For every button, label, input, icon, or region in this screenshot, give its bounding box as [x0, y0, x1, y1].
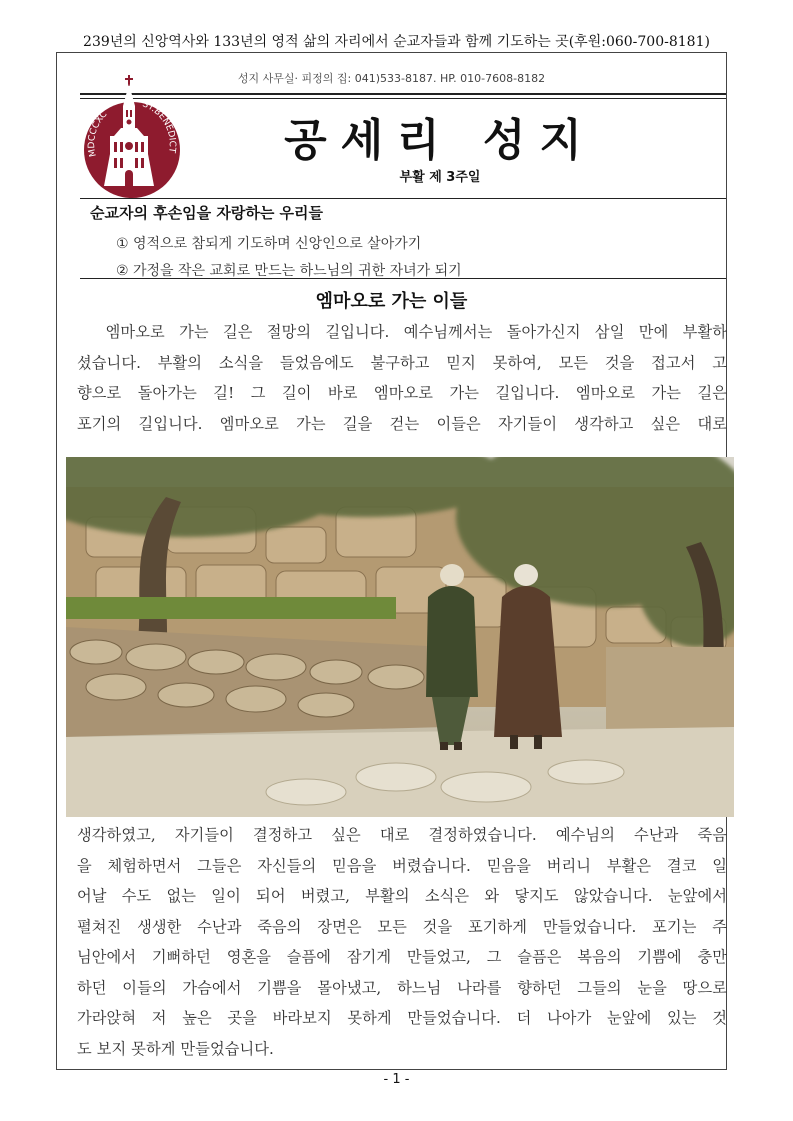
top-banner: 239년의 신앙역사와 133년의 영적 삶의 자리에서 순교자들과 함께 기도하는 곳(후원:060-700-8181)	[83, 34, 710, 50]
text-line: 생각하였고, 자기들이 결정하고 싶은 대로 결정하였습니다. 예수님의 수난과 죽음	[77, 826, 727, 844]
article-title: 엠마오로 가는 이들	[315, 291, 468, 312]
text-line: 하던 이들의 가슴에서 기쁨을 몰아냈고, 하느님 나라를 향하던 그들의 눈을 땅으로	[77, 978, 727, 997]
logo-right-text: ST.BENEDICT	[140, 99, 177, 154]
text-line: 엠마오로 가는 길은 절망의 길입니다. 예수님께서는 돌아가신지 삼일 만에 부활하	[77, 323, 727, 341]
motto-item: ② 가정을 작은 교회로 만드는 하느님의 귀한 자녀가 되기	[116, 263, 462, 279]
text-line: 어날 수도 없는 일이 되어 버렸고, 부활의 소식은 와 닿지도 않았습니다. 눈앞에서	[77, 887, 727, 905]
text-line: 포기의 길입니다. 엠마오로 가는 길을 걷는 이들은 자기들이 생각하고 싶은 대로	[77, 414, 727, 433]
text-line: 향으로 돌아가는 길! 그 길이 바로 엠마오로 가는 길입니다. 엠마오로 가는 길은	[77, 384, 727, 402]
page-subtitle: 부활 제 3주일	[399, 170, 481, 185]
text-line: 셨습니다. 부활의 소식을 들었음에도 불구하고 믿지 못하여, 모든 것을 접고서 고	[77, 353, 727, 372]
motto-item: ① 영적으로 참되게 기도하며 신앙인으로 살아가기	[116, 236, 422, 252]
logo-left-text: MDCCCXC	[87, 109, 110, 158]
text-line: 님안에서 기뻐하던 영혼을 슬픔에 잠기게 만들었고, 그 슬픔은 복음의 기쁨에 충만	[77, 948, 727, 966]
page-number: - 1 -	[383, 1072, 410, 1087]
text-line: 을 체험하면서 그들은 자신들의 믿음을 버렸습니다. 믿음을 버리니 부활은 결코 일	[77, 856, 727, 875]
article-paragraph-2	[77, 820, 727, 1064]
motto-title: 순교자의 후손임을 자랑하는 우리들	[90, 204, 324, 222]
text-line: 도 보지 못하게 만들었습니다.	[77, 1039, 274, 1058]
text-line: 가라앉혀 저 높은 곳을 바라보지 못하게 만들었습니다. 더 나아가 눈앞에 있는 것	[77, 1009, 727, 1027]
article-paragraph-1	[77, 317, 727, 439]
shrine-logo-icon	[78, 74, 186, 198]
text-line: 펼쳐진 생생한 수난과 죽음의 장면은 모든 것을 포기하게 만들었습니다. 포기는 주	[77, 917, 727, 936]
motto-bottom-rule	[80, 278, 726, 279]
emmaus-photo	[66, 457, 734, 817]
motto-top-rule	[80, 198, 726, 199]
page-title: 공세리 성지	[284, 115, 596, 166]
office-contact: 성지 사무실· 피정의 집: 041)533-8187. HP. 010-7608-8182	[237, 72, 546, 85]
